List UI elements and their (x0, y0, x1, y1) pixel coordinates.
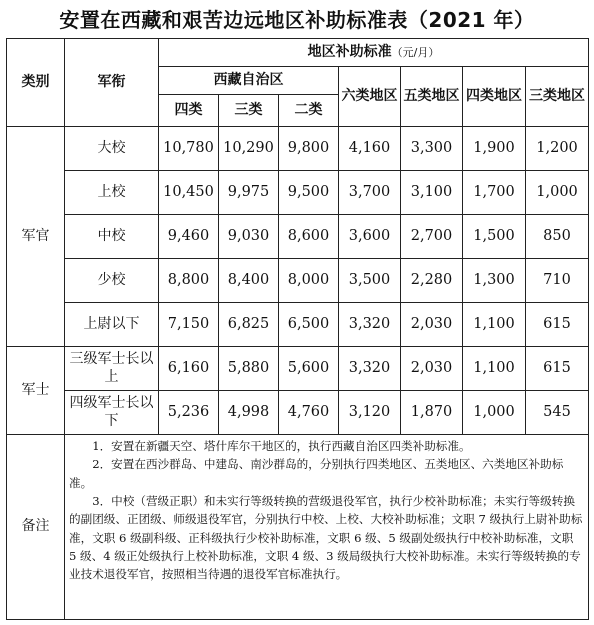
value-cell: 710 (526, 259, 589, 303)
header-tibet: 西藏自治区 (159, 67, 339, 95)
value-cell: 4,160 (339, 127, 401, 171)
group-officer: 军官 (7, 127, 65, 347)
value-cell: 2,700 (401, 215, 463, 259)
value-cell: 3,600 (339, 215, 401, 259)
value-cell: 3,320 (339, 347, 401, 391)
rank-cell: 大校 (65, 127, 159, 171)
value-cell: 3,320 (339, 303, 401, 347)
value-cell: 1,500 (463, 215, 526, 259)
value-cell: 5,600 (279, 347, 339, 391)
rank-cell: 上校 (65, 171, 159, 215)
value-cell: 10,450 (159, 171, 219, 215)
value-cell: 10,780 (159, 127, 219, 171)
rank-cell: 少校 (65, 259, 159, 303)
header-region-4: 四类地区 (463, 67, 526, 127)
value-cell: 2,280 (401, 259, 463, 303)
notes-label: 备注 (7, 435, 65, 620)
value-cell: 3,120 (339, 391, 401, 435)
header-region-5: 五类地区 (401, 67, 463, 127)
value-cell: 1,700 (463, 171, 526, 215)
rank-cell: 三级军士长以上 (65, 347, 159, 391)
header-rank: 军衔 (65, 39, 159, 127)
header-tibet-3: 三类 (219, 95, 279, 127)
value-cell: 850 (526, 215, 589, 259)
value-cell: 1,870 (401, 391, 463, 435)
header-region-3: 三类地区 (526, 67, 589, 127)
value-cell: 2,030 (401, 303, 463, 347)
value-cell: 3,300 (401, 127, 463, 171)
value-cell: 8,400 (219, 259, 279, 303)
value-cell: 3,700 (339, 171, 401, 215)
note-item: 3．中校（营级正职）和未实行等级转换的营级退役军官，执行少校补助标准；未实行等级转换的副团级、正团级、师级退役军官，分别执行中校、上校、大校补助标准；文职 7 级执行上尉补助标准，文职 6 级副科级、正科级执行少校补助标准，文职 6 级、5 级副处级执行中校补助标准，文职 5 级、4 级正处级执行上校补助标准，文职 4 级、3 级局级执行大校补助标准。未实行等级转换的专业技术退役军官，按照相当待遇的退役军官标准执行。 (69, 493, 583, 582)
value-cell: 3,100 (401, 171, 463, 215)
value-cell: 7,150 (159, 303, 219, 347)
value-cell: 5,880 (219, 347, 279, 391)
value-cell: 9,500 (279, 171, 339, 215)
value-cell: 9,030 (219, 215, 279, 259)
value-cell: 1,100 (463, 303, 526, 347)
header-standard-label: 地区补助标准 (307, 43, 392, 60)
value-cell: 4,760 (279, 391, 339, 435)
value-cell: 6,160 (159, 347, 219, 391)
header-region-6: 六类地区 (339, 67, 401, 127)
note-item: 1．安置在新疆天空、塔什库尔干地区的，执行西藏自治区四类补助标准。 (92, 439, 471, 453)
value-cell: 1,000 (526, 171, 589, 215)
value-cell: 615 (526, 303, 589, 347)
value-cell: 5,236 (159, 391, 219, 435)
value-cell: 8,600 (279, 215, 339, 259)
group-nco: 军士 (7, 347, 65, 435)
value-cell: 1,900 (463, 127, 526, 171)
value-cell: 8,800 (159, 259, 219, 303)
value-cell: 1,200 (526, 127, 589, 171)
header-category: 类别 (7, 39, 65, 127)
rank-cell: 中校 (65, 215, 159, 259)
value-cell: 1,000 (463, 391, 526, 435)
value-cell: 2,030 (401, 347, 463, 391)
value-cell: 9,800 (279, 127, 339, 171)
value-cell: 1,300 (463, 259, 526, 303)
value-cell: 1,100 (463, 347, 526, 391)
header-standard (159, 39, 589, 67)
note-item: 2．安置在西沙群岛、中建岛、南沙群岛的，分别执行四类地区、五类地区、六类地区补助标准。 (69, 457, 564, 490)
header-tibet-4: 四类 (159, 95, 219, 127)
subsidy-table (6, 38, 589, 620)
value-cell: 10,290 (219, 127, 279, 171)
value-cell: 8,000 (279, 259, 339, 303)
rank-cell: 四级军士长以下 (65, 391, 159, 435)
value-cell: 9,460 (159, 215, 219, 259)
notes-body (65, 435, 589, 620)
value-cell: 6,825 (219, 303, 279, 347)
value-cell: 4,998 (219, 391, 279, 435)
value-cell: 9,975 (219, 171, 279, 215)
header-unit: （元/月） (391, 45, 440, 59)
page-title: 安置在西藏和艰苦边远地区补助标准表（2021 年） (59, 8, 535, 32)
header-tibet-2: 二类 (279, 95, 339, 127)
value-cell: 6,500 (279, 303, 339, 347)
value-cell: 615 (526, 347, 589, 391)
value-cell: 3,500 (339, 259, 401, 303)
rank-cell: 上尉以下 (65, 303, 159, 347)
value-cell: 545 (526, 391, 589, 435)
